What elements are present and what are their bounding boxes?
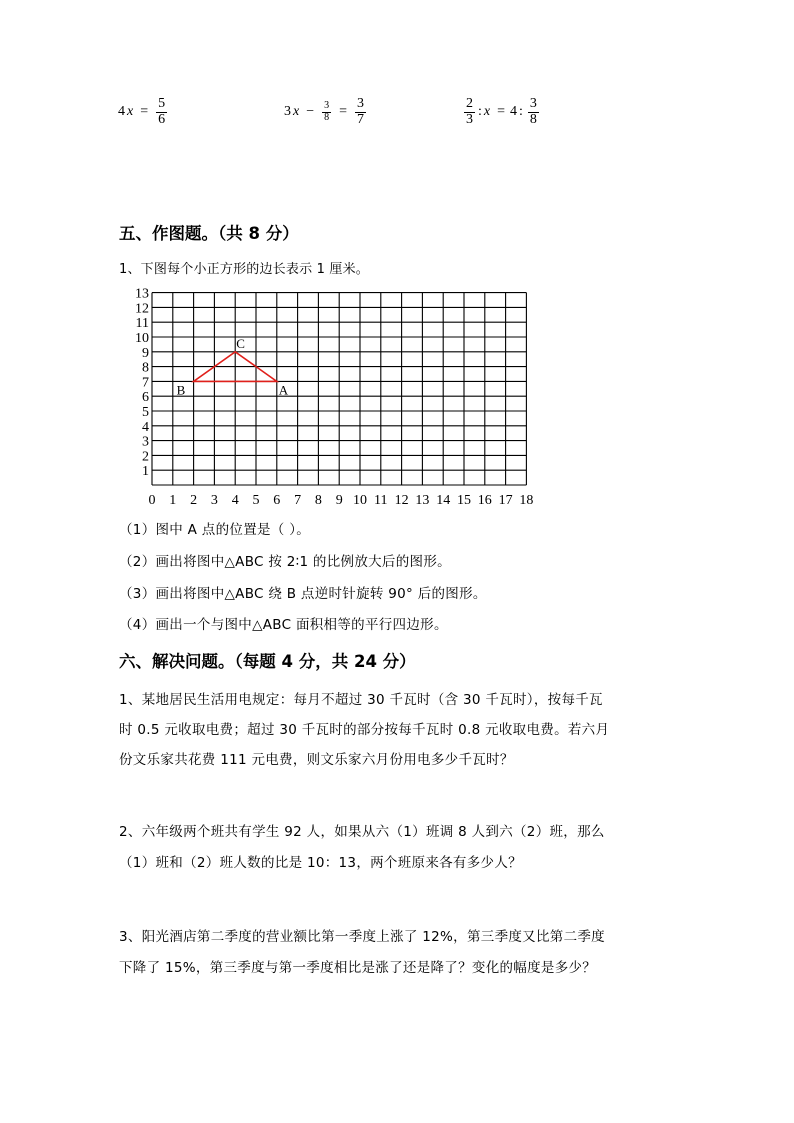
- y-tick-label: 8: [142, 360, 149, 376]
- x-tick-label: 2: [190, 493, 198, 508]
- section-5-title: 五、作图题。（共 8 分）: [119, 224, 299, 243]
- eq1-fraction: [156, 97, 167, 127]
- x-tick-label: 10: [353, 493, 367, 508]
- x-tick-label: 18: [519, 493, 534, 508]
- eq2-var: x: [293, 104, 300, 120]
- y-tick-label: 1: [142, 464, 149, 480]
- eq3-equals: =: [497, 104, 506, 120]
- vertex-label-a: A: [278, 382, 289, 398]
- x-tick-label: 6: [273, 493, 281, 508]
- eq1-var: x: [127, 104, 134, 120]
- x-tick-label: 7: [294, 493, 302, 508]
- eq3-colon: :: [478, 104, 482, 120]
- equation-3: [461, 97, 542, 127]
- eq3-var: x: [483, 104, 491, 120]
- eq1-numerator: 5: [158, 96, 166, 111]
- eq2-fraction-1: [322, 101, 331, 123]
- y-tick-label: 11: [135, 316, 149, 332]
- eq2-numerator-2: 3: [357, 96, 365, 111]
- problem-2-line-2: （1）班和（2）班人数的比是 10：13，两个班原来各有多少人？: [119, 855, 522, 871]
- problem-3-line-1: 3、阳光酒店第二季度的营业额比第一季度上涨了 12%，第三季度又比第二季度: [119, 929, 605, 945]
- eq2-coef: 3: [284, 104, 291, 120]
- eq3-denominator-1: 3: [466, 111, 473, 127]
- x-tick-label: 16: [477, 493, 492, 508]
- grid-lines: [152, 293, 526, 485]
- eq3-four: 4: [510, 104, 518, 120]
- eq2-equals: =: [339, 104, 348, 120]
- x-tick-label: 11: [374, 493, 388, 508]
- eq3-denominator-2: 8: [529, 111, 537, 127]
- section-5-sub-3: （3）画出将图中△ABC 绕 B 点逆时针旋转 90° 后的图形。: [119, 586, 487, 602]
- y-tick-label: 4: [142, 419, 149, 435]
- problem-2-line-1: 2、六年级两个班共有学生 92 人，如果从六（1）班调 8 人到六（2）班，那么: [119, 824, 605, 840]
- y-tick-label: 6: [142, 390, 149, 406]
- x-tick-label: 15: [457, 493, 471, 508]
- x-tick-label: 13: [415, 493, 430, 508]
- problem-1-line-2: 时 0.5 元收取电费；超过 30 千瓦时的部分按每千瓦时 0.8 元收取电费。若六月: [119, 722, 610, 738]
- x-tick-label: 0: [148, 493, 156, 508]
- vertex-label-b: B: [176, 382, 186, 398]
- eq2-fraction-2: [355, 97, 366, 127]
- y-axis-labels: [135, 287, 149, 480]
- y-tick-label: 2: [142, 449, 149, 465]
- problem-3-line-2: 下降了 15%，第三季度与第一季度相比是涨了还是降了？变化的幅度是多少？: [119, 960, 597, 976]
- x-tick-label: 9: [335, 493, 343, 508]
- x-tick-label: 17: [498, 493, 513, 508]
- eq2-minus: −: [306, 104, 315, 120]
- x-tick-label: 8: [314, 493, 322, 508]
- x-tick-label: 3: [210, 493, 218, 508]
- section-5-sub-2: （2）画出将图中△ABC 按 2∶1 的比例放大后的图形。: [119, 554, 451, 570]
- eq2-denominator-2: 7: [357, 111, 365, 127]
- eq1-denominator: 6: [158, 111, 166, 127]
- y-tick-label: 9: [142, 345, 149, 361]
- x-tick-label: 1: [169, 493, 177, 508]
- x-tick-label: 14: [436, 493, 451, 508]
- y-tick-label: 5: [142, 405, 149, 420]
- equation-2: [284, 97, 369, 127]
- section-5-sub-4: （4）画出一个与图中△ABC 面积相等的平行四边形。: [119, 617, 448, 633]
- problem-1-line-3: 份文乐家共花费 111 元电费，则文乐家六月份用电多少千瓦时？: [119, 752, 514, 768]
- y-tick-label: 10: [135, 331, 149, 346]
- eq3-numerator-2: 3: [529, 96, 537, 111]
- y-tick-label: 13: [135, 286, 149, 302]
- eq3-fraction-1: [464, 97, 475, 127]
- vertex-label-c: C: [236, 335, 245, 351]
- y-tick-label: 12: [135, 301, 149, 317]
- eq1-equals: =: [140, 104, 149, 120]
- eq1-coef: 4: [118, 104, 125, 120]
- section-6-title: 六、解决问题。（每题 4 分，共 24 分）: [119, 652, 416, 671]
- eq2-denominator-1: 8: [324, 111, 330, 123]
- problem-1-line-1: 1、某地居民生活用电规定：每月不超过 30 千瓦时（含 30 千瓦时），按每千瓦: [119, 692, 603, 708]
- eq3-colon-2: :: [519, 104, 523, 120]
- x-tick-label: 5: [252, 493, 260, 508]
- coordinate-grid: [118, 282, 550, 512]
- x-tick-label: 12: [394, 493, 409, 508]
- eq3-fraction-2: [528, 97, 539, 127]
- x-axis-labels: [149, 493, 534, 508]
- eq3-numerator-1: 2: [466, 96, 473, 111]
- section-5-sub-1: （1）图中 A 点的位置是（ ）。: [119, 522, 311, 538]
- eq2-numerator-1: 3: [324, 100, 330, 112]
- equation-1: [118, 97, 170, 127]
- y-tick-label: 3: [142, 434, 149, 450]
- x-tick-label: 4: [231, 493, 239, 508]
- section-5-q1-intro: 1、下图每个小正方形的边长表示 1 厘米。: [119, 262, 370, 277]
- y-tick-label: 7: [142, 375, 149, 391]
